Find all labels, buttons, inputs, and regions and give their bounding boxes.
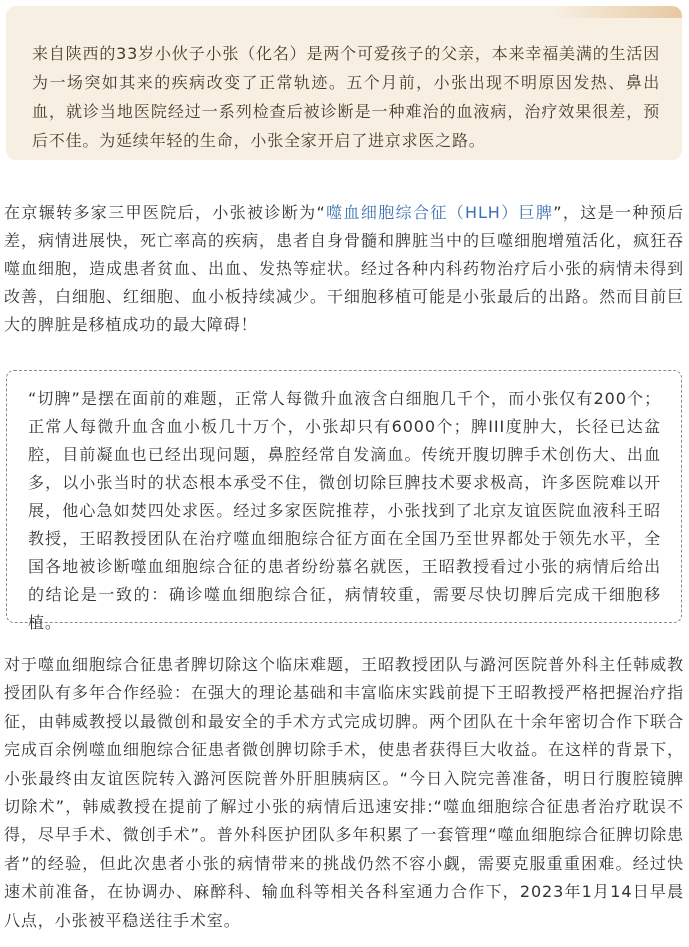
intro-text: 来自陕西的33岁小伙子小张（化名）是两个可爱孩子的父亲，本来幸福美满的生活因为一场突如其来的疾病改变了正常轨迹。五个月前，小张出现不明原因发热、鼻出血，就诊当地医院经过一系列检查后被诊断是一种难治的血液病，治疗效果很差，预后不佳。为延续年轻的生命，小张全家开启了进京求医之路。 [32,44,660,150]
diagnosis-text-before: 在京辗转多家三甲医院后，小张被诊断为“ [4,203,326,222]
quote-text: “切脾”是摆在面前的难题，正常人每微升血液含白细胞几千个，而小张仅有200个；正常人每微升血含血小板几十万个，小张却只有6000个；脾III度肿大，长径已达盆腔，目前凝血也已经出现问题，鼻腔经常自发滴血。传统开腹切脾手术创伤大、出血多，以小张当时的状态根本承受不住，微创切除巨脾技术要求极高，许多医院难以开展，他心急如焚四处求医。经过多家医院推荐，小张找到了北京友谊医院血液科王昭教授，王昭教授团队在治疗噬血细胞综合征方面在全国乃至世界都处于领先水平，全国各地被诊断噬血细胞综合征的患者纷纷慕名就医，王昭教授看过小张的病情后给出的结论是一致的：确诊噬血细胞综合征，病情较重，需要尽快切脾后完成干细胞移植。 [28,389,661,632]
quote-box [6,370,682,632]
diagnosis-paragraph [4,199,684,339]
surgery-paragraph: 对于噬血细胞综合征患者脾切除这个临床难题，王昭教授团队与潞河医院普外科主任韩威教授团队有多年合作经验：在强大的理论基础和丰富临床实践前提下王昭教授严格把握治疗指征，由韩威教授以最微创和最安全的手术方式完成切脾。两个团队在十余年密切合作下联合完成百余例噬血细胞综合征患者微创脾切除手术，使患者获得巨大收益。在这样的背景下，小张最终由友谊医院转入潞河医院普外肝胆胰病区。“今日入院完善准备，明日行腹腔镜脾切除术”，韩威教授在提前了解过小张的病情后迅速安排:“噬血细胞综合征患者治疗耽误不得，尽早手术、微创手术”。普外科医护团队多年积累了一套管理“噬血细胞综合征脾切除患者”的经验，但此次患者小张的病情带来的挑战仍然不容小觑，需要克服重重困难。经过快速术前准备，在协调办、麻醉科、输血科等相关各科室通力合作下，2023年1月14日早晨八点，小张被平稳送往手术室。 [4,655,684,930]
corner-decoration [552,6,682,18]
intro-card [6,6,682,160]
diagnosis-text-after: ”，这是一种预后差，病情进展快，死亡率高的疾病，患者自身骨髓和脾脏当中的巨噬细胞增殖活化，疯狂吞噬血细胞，造成患者贫血、出血、发热等症状。经过各种内科药物治疗后小张的病情未得到改善，白细胞、红细胞、血小板持续减少。干细胞移植可能是小张最后的出路。然而目前巨大的脾脏是移植成功的最大障碍！ [4,203,685,334]
diagnosis-highlight: 噬血细胞综合征（HLH）巨脾 [325,203,554,222]
